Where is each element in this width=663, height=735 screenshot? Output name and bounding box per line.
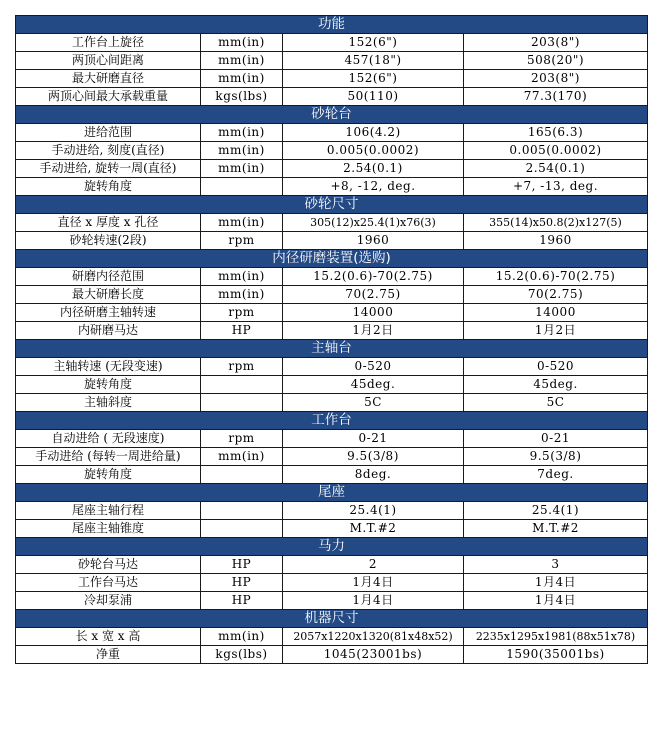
spec-unit: rpm xyxy=(201,430,283,448)
spec-value-model-1: M.T.#2 xyxy=(283,520,464,538)
spec-value-model-2: 3 xyxy=(464,556,648,574)
spec-label: 研磨内径范围 xyxy=(16,268,201,286)
section-header-row xyxy=(16,610,648,628)
spec-label: 直径 x 厚度 x 孔径 xyxy=(16,214,201,232)
section-title: 主轴台 xyxy=(16,340,648,358)
section-title: 砂轮尺寸 xyxy=(16,196,648,214)
spec-value-model-2: 1月2日 xyxy=(464,322,648,340)
spec-value-model-1: 9.5(3/8) xyxy=(283,448,464,466)
spec-value-model-2: 0-21 xyxy=(464,430,648,448)
spec-value-model-1: +8, -12, deg. xyxy=(283,178,464,196)
spec-value-model-2: 25.4(1) xyxy=(464,502,648,520)
spec-label: 主轴斜度 xyxy=(16,394,201,412)
spec-table xyxy=(15,15,648,664)
spec-value-model-1: 2057x1220x1320(81x48x52) xyxy=(283,628,464,646)
table-row xyxy=(16,448,648,466)
spec-value-model-1: 305(12)x25.4(1)x76(3) xyxy=(283,214,464,232)
section-header-row xyxy=(16,106,648,124)
table-row xyxy=(16,124,648,142)
section-header-row xyxy=(16,16,648,34)
spec-unit: rpm xyxy=(201,358,283,376)
spec-unit: mm(in) xyxy=(201,142,283,160)
table-row xyxy=(16,286,648,304)
spec-label: 自动进给 ( 无段速度) xyxy=(16,430,201,448)
spec-value-model-2: 2.54(0.1) xyxy=(464,160,648,178)
spec-unit: HP xyxy=(201,592,283,610)
spec-unit: mm(in) xyxy=(201,268,283,286)
spec-label: 尾座主轴行程 xyxy=(16,502,201,520)
spec-unit: rpm xyxy=(201,304,283,322)
table-row xyxy=(16,592,648,610)
spec-label: 旋转角度 xyxy=(16,376,201,394)
spec-value-model-2: 1590(35001bs) xyxy=(464,646,648,664)
spec-unit: mm(in) xyxy=(201,34,283,52)
section-title: 内径研磨装置(选购) xyxy=(16,250,648,268)
spec-unit: mm(in) xyxy=(201,448,283,466)
spec-label: 最大研磨长度 xyxy=(16,286,201,304)
spec-value-model-2: 70(2.75) xyxy=(464,286,648,304)
spec-label: 工作台上旋径 xyxy=(16,34,201,52)
spec-label: 净重 xyxy=(16,646,201,664)
spec-label: 旋转角度 xyxy=(16,466,201,484)
table-row xyxy=(16,628,648,646)
spec-label: 手动进给, 旋转一周(直径) xyxy=(16,160,201,178)
table-row xyxy=(16,304,648,322)
spec-value-model-1: 5C xyxy=(283,394,464,412)
spec-value-model-2: M.T.#2 xyxy=(464,520,648,538)
spec-unit: mm(in) xyxy=(201,70,283,88)
spec-value-model-2: 508(20") xyxy=(464,52,648,70)
spec-value-model-2: 1月4日 xyxy=(464,574,648,592)
spec-unit: mm(in) xyxy=(201,52,283,70)
spec-value-model-2: 165(6.3) xyxy=(464,124,648,142)
section-header-row xyxy=(16,484,648,502)
spec-value-model-1: 2 xyxy=(283,556,464,574)
spec-value-model-2: 14000 xyxy=(464,304,648,322)
table-row xyxy=(16,70,648,88)
section-header-row xyxy=(16,538,648,556)
spec-label: 两顶心间最大承载重量 xyxy=(16,88,201,106)
section-title: 工作台 xyxy=(16,412,648,430)
table-row xyxy=(16,178,648,196)
table-row xyxy=(16,34,648,52)
spec-value-model-2: 0.005(0.0002) xyxy=(464,142,648,160)
spec-value-model-1: 457(18") xyxy=(283,52,464,70)
table-row xyxy=(16,232,648,250)
spec-label: 主轴转速 (无段变速) xyxy=(16,358,201,376)
spec-value-model-2: 2235x1295x1981(88x51x78) xyxy=(464,628,648,646)
spec-value-model-1: 1月2日 xyxy=(283,322,464,340)
section-header-row xyxy=(16,340,648,358)
table-row xyxy=(16,214,648,232)
spec-value-model-1: 1045(23001bs) xyxy=(283,646,464,664)
spec-unit xyxy=(201,394,283,412)
spec-value-model-2: 45deg. xyxy=(464,376,648,394)
table-row xyxy=(16,520,648,538)
table-row xyxy=(16,52,648,70)
spec-value-model-2: 203(8") xyxy=(464,34,648,52)
spec-label: 旋转角度 xyxy=(16,178,201,196)
spec-value-model-2: 9.5(3/8) xyxy=(464,448,648,466)
section-title: 机器尺寸 xyxy=(16,610,648,628)
spec-value-model-1: 8deg. xyxy=(283,466,464,484)
table-row xyxy=(16,502,648,520)
table-row xyxy=(16,376,648,394)
spec-value-model-1: 25.4(1) xyxy=(283,502,464,520)
spec-label: 内径研磨主轴转速 xyxy=(16,304,201,322)
spec-unit: mm(in) xyxy=(201,124,283,142)
spec-value-model-1: 0-21 xyxy=(283,430,464,448)
spec-value-model-1: 152(6") xyxy=(283,34,464,52)
spec-value-model-1: 0.005(0.0002) xyxy=(283,142,464,160)
spec-unit xyxy=(201,466,283,484)
spec-value-model-1: 0-520 xyxy=(283,358,464,376)
spec-value-model-2: +7, -13, deg. xyxy=(464,178,648,196)
spec-value-model-1: 1960 xyxy=(283,232,464,250)
spec-label: 长 x 宽 x 高 xyxy=(16,628,201,646)
spec-value-model-2: 0-520 xyxy=(464,358,648,376)
spec-unit: HP xyxy=(201,322,283,340)
spec-label: 手动进给 (每转一周进给量) xyxy=(16,448,201,466)
spec-value-model-1: 45deg. xyxy=(283,376,464,394)
spec-unit: mm(in) xyxy=(201,160,283,178)
spec-unit: kgs(lbs) xyxy=(201,646,283,664)
spec-value-model-2: 7deg. xyxy=(464,466,648,484)
spec-value-model-2: 1960 xyxy=(464,232,648,250)
table-row xyxy=(16,268,648,286)
spec-unit: rpm xyxy=(201,232,283,250)
spec-value-model-1: 70(2.75) xyxy=(283,286,464,304)
table-row xyxy=(16,646,648,664)
spec-label: 内研磨马达 xyxy=(16,322,201,340)
table-row xyxy=(16,88,648,106)
section-header-row xyxy=(16,250,648,268)
spec-value-model-2: 1月4日 xyxy=(464,592,648,610)
spec-label: 砂轮台马达 xyxy=(16,556,201,574)
spec-body xyxy=(16,16,648,664)
spec-value-model-2: 15.2(0.6)-70(2.75) xyxy=(464,268,648,286)
section-title: 功能 xyxy=(16,16,648,34)
spec-unit: kgs(lbs) xyxy=(201,88,283,106)
spec-value-model-2: 5C xyxy=(464,394,648,412)
table-row xyxy=(16,574,648,592)
spec-unit xyxy=(201,178,283,196)
spec-unit xyxy=(201,502,283,520)
spec-value-model-1: 2.54(0.1) xyxy=(283,160,464,178)
spec-value-model-2: 355(14)x50.8(2)x127(5) xyxy=(464,214,648,232)
spec-unit: HP xyxy=(201,574,283,592)
table-row xyxy=(16,142,648,160)
spec-value-model-1: 50(110) xyxy=(283,88,464,106)
table-row xyxy=(16,466,648,484)
spec-unit: mm(in) xyxy=(201,214,283,232)
table-row xyxy=(16,430,648,448)
spec-label: 尾座主轴锥度 xyxy=(16,520,201,538)
spec-unit xyxy=(201,376,283,394)
spec-unit: HP xyxy=(201,556,283,574)
spec-value-model-1: 106(4.2) xyxy=(283,124,464,142)
section-title: 尾座 xyxy=(16,484,648,502)
spec-value-model-1: 1月4日 xyxy=(283,592,464,610)
spec-label: 两顶心间距离 xyxy=(16,52,201,70)
spec-value-model-1: 15.2(0.6)-70(2.75) xyxy=(283,268,464,286)
spec-label: 进给范围 xyxy=(16,124,201,142)
table-row xyxy=(16,322,648,340)
spec-unit: mm(in) xyxy=(201,628,283,646)
table-row xyxy=(16,160,648,178)
spec-value-model-2: 77.3(170) xyxy=(464,88,648,106)
spec-value-model-1: 152(6") xyxy=(283,70,464,88)
section-title: 马力 xyxy=(16,538,648,556)
section-header-row xyxy=(16,196,648,214)
table-row xyxy=(16,394,648,412)
spec-label: 手动进给, 刻度(直径) xyxy=(16,142,201,160)
table-row xyxy=(16,556,648,574)
spec-value-model-1: 1月4日 xyxy=(283,574,464,592)
spec-label: 冷却泵浦 xyxy=(16,592,201,610)
spec-value-model-1: 14000 xyxy=(283,304,464,322)
table-row xyxy=(16,358,648,376)
spec-unit: mm(in) xyxy=(201,286,283,304)
section-header-row xyxy=(16,412,648,430)
spec-unit xyxy=(201,520,283,538)
spec-value-model-2: 203(8") xyxy=(464,70,648,88)
section-title: 砂轮台 xyxy=(16,106,648,124)
spec-label: 砂轮转速(2段) xyxy=(16,232,201,250)
spec-label: 工作台马达 xyxy=(16,574,201,592)
spec-label: 最大研磨直径 xyxy=(16,70,201,88)
